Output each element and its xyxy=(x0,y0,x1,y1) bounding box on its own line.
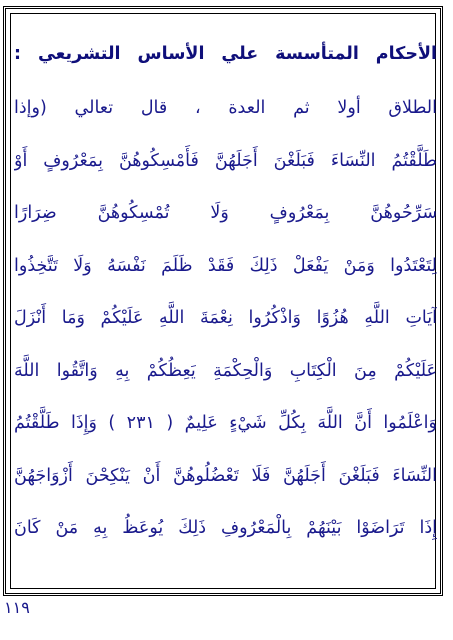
text-line: النِّسَاءَ فَبَلَغْنَ أَجَلَهُنَّ فَلَا تَعْضُلُوهُنَّ أَنْ يَنْكِحْنَ أَزْوَاجَهُنَّ xyxy=(14,465,437,486)
text-line: إِذَا تَرَاضَوْا بَيْنَهُمْ بِالْمَعْرُوفِ ذَلِكَ يُوعَظُ بِهِ مَنْ كَانَ xyxy=(14,518,437,538)
text-line: عَلَيْكُمْ مِنَ الْكِتَابِ وَالْحِكْمَةِ يَعِظُكُمْ بِهِ وَاتَّقُوا اللَّهَ xyxy=(14,360,437,381)
text-block xyxy=(14,40,437,555)
text-line: طَلَّقْتُمُ النِّسَاءَ فَبَلَغْنَ أَجَلَهُنَّ فَأَمْسِكُوهُنَّ بِمَعْرُوفٍ أَوْ xyxy=(14,150,437,171)
page-number: ١١٩ xyxy=(4,598,30,617)
text-line: الطلاق أولا ثم العدة ، قال تعالي (وإذا xyxy=(14,98,437,118)
text-line: سَرِّحُوهُنَّ بِمَعْرُوفٍ وَلَا تُمْسِكُوهُنَّ ضِرَارًا xyxy=(14,203,437,223)
section-heading: الأحكام المتأسسة علي الأساس التشريعي : xyxy=(14,44,437,64)
text-line: لِتَعْتَدُوا وَمَنْ يَفْعَلْ ذَلِكَ فَقَدْ ظَلَمَ نَفْسَهُ وَلَا تَتَّخِذُوا xyxy=(14,255,437,276)
text-line: وَاعْلَمُوا أَنَّ اللَّهَ بِكُلِّ شَيْءٍ عَلِيمٌ ( ٢٣١ ) وَإِذَا طَلَّقْتُمُ xyxy=(14,413,437,433)
text-line: آيَاتِ اللَّهِ هُزُوًا وَاذْكُرُوا نِعْمَةَ اللَّهِ عَلَيْكُمْ وَمَا أَنْزَلَ xyxy=(14,308,437,328)
